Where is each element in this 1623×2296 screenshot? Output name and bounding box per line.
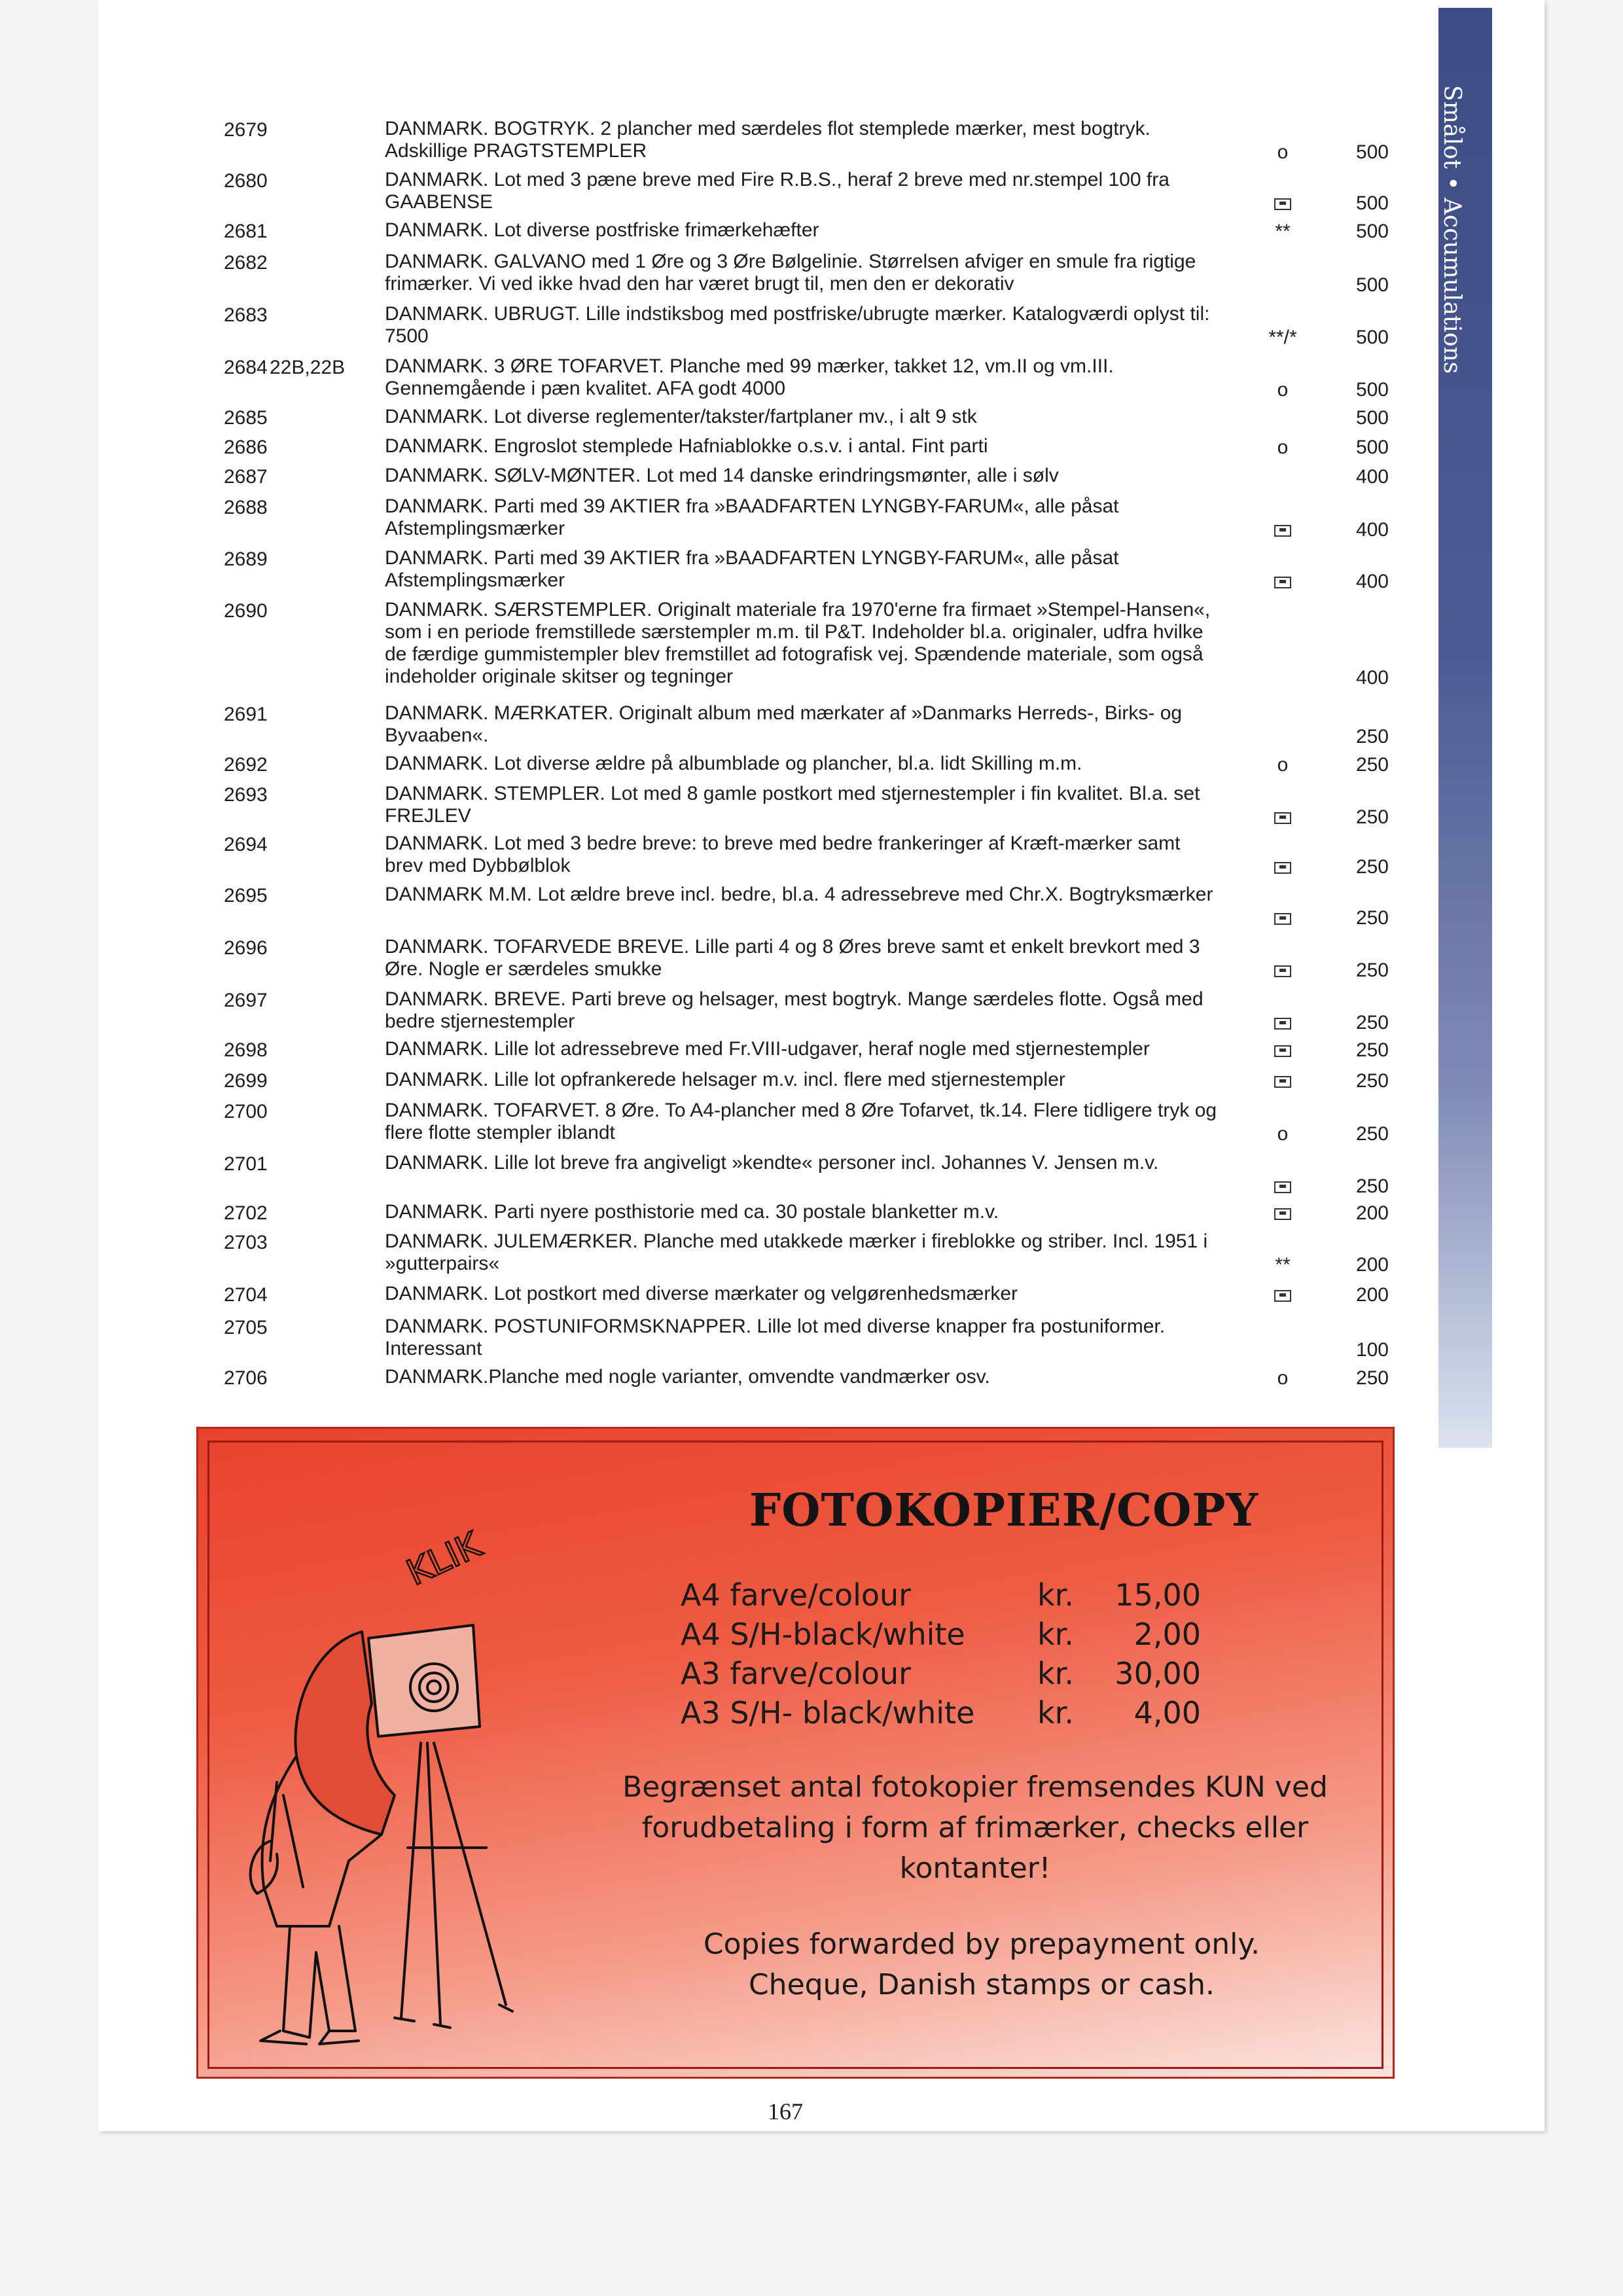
lot-number: 2683 [224, 304, 268, 326]
lot-number: 2685 [224, 407, 268, 429]
cover-icon [1274, 913, 1291, 925]
lot-number: 2701 [224, 1153, 268, 1175]
condition-mark [1250, 1283, 1315, 1308]
lot-price: 400 [1355, 571, 1389, 592]
lot-number: 2699 [224, 1070, 268, 1092]
lot-number: 2695 [224, 885, 268, 906]
lot-number: 2700 [224, 1101, 268, 1122]
lot-description: DANMARK. TOFARVET. 8 Øre. To A4-plancher med 8 Øre Tofarvet, tk.14. Flere tidligere tryk og flere flotte stempler iblandt [385, 1100, 1217, 1143]
lot-description: DANMARK. SØLV-MØNTER. Lot med 14 danske erindringsmønter, alle i sølv [385, 465, 1059, 486]
condition-mark [1250, 1174, 1315, 1199]
lot-number: 2691 [224, 704, 268, 725]
condition-mark: o [1277, 1123, 1289, 1145]
lot-number: 2687 [224, 466, 268, 488]
lot-number: 2698 [224, 1039, 268, 1061]
lot-number: 2706 [224, 1367, 268, 1389]
lot-description: DANMARK. Lille lot breve fra angiveligt »kendte« personer incl. Johannes V. Jensen m.v. [385, 1152, 1159, 1174]
lot-number: 2697 [224, 990, 268, 1011]
lot-description: DANMARK. Engroslot stemplede Hafniablokke o.s.v. i antal. Fint parti [385, 435, 988, 457]
lot-number: 2686 [224, 437, 268, 458]
cover-icon [1274, 1181, 1291, 1193]
lot-price: 400 [1355, 519, 1389, 541]
lot-number: 2679 [224, 119, 268, 141]
lot-description: DANMARK. JULEMÆRKER. Planche med utakkede mærker i fireblokke og striber. Incl. 1951 i »gutterpairs« [385, 1230, 1208, 1274]
condition-mark [1250, 805, 1315, 830]
copy-price-amount: 15,00 [1115, 1577, 1201, 1613]
cover-icon [1274, 1045, 1291, 1057]
lot-number: 2684 [224, 357, 268, 378]
copy-price-amount: 30,00 [1115, 1656, 1201, 1691]
condition-mark: ** [1275, 221, 1291, 242]
cover-icon [1274, 577, 1291, 588]
lot-number: 2694 [224, 834, 268, 855]
lot-description: DANMARK. 3 ØRE TOFARVET. Planche med 99 mærker, takket 12, vm.II og vm.III. Gennemgående i pæn kvalitet. AFA godt 4000 [385, 355, 1114, 399]
copy-price-amount: 4,00 [1133, 1695, 1201, 1731]
condition-mark [1250, 1011, 1315, 1035]
lot-price: 100 [1355, 1339, 1389, 1361]
condition-mark [1250, 1201, 1315, 1226]
lot-number: 2693 [224, 784, 268, 806]
currency-label: kr. [1037, 1617, 1074, 1652]
catalogue-number: 22B,22B [270, 357, 346, 378]
lot-description: DANMARK. Lot med 3 pæne breve med Fire R.B.S., heraf 2 breve med nr.stempel 100 fra GAABENSE [385, 169, 1169, 213]
lot-price: 250 [1355, 726, 1389, 747]
lot-price: 250 [1355, 754, 1389, 776]
section-sidebar-label: Smålot • Accumulations [1438, 85, 1465, 374]
advert-english-note: Copies forwarded by prepayment only. Cheque, Danish stamps or cash. [703, 1928, 1260, 2001]
copy-format-label: A3 farve/colour [681, 1656, 912, 1691]
lot-number: 2681 [224, 221, 268, 242]
condition-mark [1250, 906, 1315, 931]
condition-mark: **/* [1268, 327, 1297, 348]
lot-price: 250 [1355, 1039, 1389, 1061]
cover-icon [1274, 862, 1291, 874]
lot-number: 2692 [224, 754, 268, 776]
lot-description: DANMARK. Lot diverse postfriske frimærkehæfter [385, 219, 819, 241]
condition-mark [1250, 855, 1315, 880]
lot-price: 250 [1355, 1123, 1389, 1145]
currency-label: kr. [1037, 1695, 1074, 1731]
lot-number: 2690 [224, 600, 268, 622]
condition-mark: o [1277, 379, 1289, 401]
lot-price: 500 [1355, 141, 1389, 163]
lot-price: 250 [1355, 1012, 1389, 1033]
lot-price: 500 [1355, 274, 1389, 296]
lot-description: DANMARK. TOFARVEDE BREVE. Lille parti 4 og 8 Øres breve samt et enkelt brevkort med 3 Øre. Nogle er særdeles smukke [385, 936, 1200, 980]
cover-icon [1274, 965, 1291, 977]
copy-format-label: A3 S/H- black/white [681, 1695, 975, 1731]
lot-number: 2682 [224, 252, 268, 274]
lot-description: DANMARK. Lot diverse reglementer/takster/fartplaner mv., i alt 9 stk [385, 406, 977, 427]
copy-format-label: A4 farve/colour [681, 1577, 912, 1613]
condition-mark [1250, 958, 1315, 983]
tripod [401, 1743, 506, 2024]
lot-price: 250 [1355, 856, 1389, 878]
cover-icon [1274, 1076, 1291, 1088]
lot-number: 2703 [224, 1232, 268, 1253]
lot-description: DANMARK. Lille lot adressebreve med Fr.VIII-udgaver, heraf nogle med stjernestempler [385, 1038, 1150, 1060]
currency-label: kr. [1037, 1656, 1074, 1691]
lot-description: DANMARK. GALVANO med 1 Øre og 3 Øre Bølgelinie. Størrelsen afviger en smule fra rigtige frimærker. Vi ved ikke hvad den har været brugt til, men den er dekorativ [385, 251, 1196, 295]
photographer-illustration [198, 1429, 565, 2070]
photographer-legs [283, 1926, 355, 2037]
cover-icon [1274, 525, 1291, 537]
lot-description: DANMARK. SÆRSTEMPLER. Originalt materiale fra 1970'erne fra firmaet »Stempel-Hansen«, som i en periode fremstillede særstempler m.m. til P&T. Indeholder bl.a. originaler, udfra hvilke de færdige gummistempler blev fremstillet ad fotografisk vej. Spændende materiale, som også indeholder originale skitser og tegninger [385, 599, 1211, 687]
cover-icon [1274, 1208, 1291, 1220]
lot-number: 2680 [224, 170, 268, 192]
condition-mark [1250, 569, 1315, 594]
lot-price: 200 [1355, 1284, 1389, 1306]
page-number: 167 [768, 2098, 803, 2125]
lot-description: DANMARK.Planche med nogle varianter, omvendte vandmærker osv. [385, 1366, 990, 1388]
copy-price-amount: 2,00 [1133, 1617, 1201, 1652]
condition-mark [1250, 1038, 1315, 1063]
advert-danish-note: Begrænset antal fotokopier fremsendes KUN ved forudbetaling i form af frimærker, checks eller kontanter! [622, 1770, 1328, 1885]
lot-description: DANMARK. Lot postkort med diverse mærkater og velgørenhedsmærker [385, 1283, 1018, 1304]
lot-description: DANMARK. STEMPLER. Lot med 8 gamle postkort med stjernestempler i fin kvalitet. Bl.a. set FREJLEV [385, 783, 1200, 827]
lot-price: 250 [1355, 907, 1389, 929]
lot-price: 250 [1355, 806, 1389, 828]
cover-icon [1274, 198, 1291, 210]
lot-price: 400 [1355, 667, 1389, 689]
lot-price: 200 [1355, 1254, 1389, 1276]
condition-mark: o [1277, 754, 1289, 776]
cover-icon [1274, 1290, 1291, 1302]
lot-number: 2702 [224, 1202, 268, 1224]
copy-format-label: A4 S/H-black/white [681, 1617, 965, 1652]
lot-price: 500 [1355, 379, 1389, 401]
condition-mark: o [1277, 437, 1289, 458]
doodle-text: KLIK [400, 1524, 488, 1594]
condition-mark: ** [1275, 1254, 1291, 1276]
lot-number: 2688 [224, 497, 268, 518]
lot-number: 2705 [224, 1317, 268, 1338]
cover-icon [1274, 812, 1291, 824]
lot-price: 250 [1355, 1070, 1389, 1092]
currency-label: kr. [1037, 1577, 1074, 1613]
condition-mark [1250, 518, 1315, 543]
lot-price: 500 [1355, 221, 1389, 242]
lot-description: DANMARK. Lille lot opfrankerede helsager m.v. incl. flere med stjernestempler [385, 1069, 1065, 1090]
lot-description: DANMARK M.M. Lot ældre breve incl. bedre, bl.a. 4 adressebreve med Chr.X. Bogtryksmærker [385, 884, 1213, 905]
lot-number: 2696 [224, 937, 268, 959]
lot-number: 2689 [224, 548, 268, 570]
cover-icon [1274, 1018, 1291, 1030]
lot-description: DANMARK. UBRUGT. Lille indstiksbog med postfriske/ubrugte mærker. Katalogværdi oplyst til: 7500 [385, 303, 1210, 347]
lot-price: 250 [1355, 1367, 1389, 1389]
lot-price: 200 [1355, 1202, 1389, 1224]
lot-description: DANMARK. Parti med 39 AKTIER fra »BAADFARTEN LYNGBY-FARUM«, alle påsat Afstemplingsmærker [385, 495, 1119, 539]
lot-description: DANMARK. Lot med 3 bedre breve: to breve med bedre frankeringer af Kræft-mærker samt brev med Dybbølblok [385, 833, 1181, 876]
lot-price: 500 [1355, 327, 1389, 348]
lot-price: 250 [1355, 1175, 1389, 1197]
lot-price: 500 [1355, 407, 1389, 429]
lot-description: DANMARK. MÆRKATER. Originalt album med mærkater af »Danmarks Herreds-, Birks- og Byvaaben«. [385, 702, 1183, 746]
condition-mark [1250, 1069, 1315, 1094]
lot-price: 400 [1355, 466, 1389, 488]
lot-price: 500 [1355, 437, 1389, 458]
lot-description: DANMARK. Parti nyere posthistorie med ca. 30 postale blanketter m.v. [385, 1201, 999, 1223]
condition-mark: o [1277, 1367, 1289, 1389]
lot-price: 500 [1355, 192, 1389, 214]
lot-description: DANMARK. POSTUNIFORMSKNAPPER. Lille lot med diverse knapper fra postuniformer. Interessant [385, 1316, 1166, 1359]
lot-description: DANMARK. Lot diverse ældre på albumblade og plancher, bl.a. lidt Skilling m.m. [385, 753, 1082, 774]
lot-description: DANMARK. BOGTRYK. 2 plancher med særdeles flot stemplede mærker, mest bogtryk. Adskillige PRAGTSTEMPLER [385, 118, 1150, 162]
lot-description: DANMARK. Parti med 39 AKTIER fra »BAADFARTEN LYNGBY-FARUM«, alle påsat Afstemplingsmærker [385, 547, 1119, 591]
lot-description: DANMARK. BREVE. Parti breve og helsager, mest bogtryk. Mange særdeles flotte. Også med bedre stjernestempler [385, 988, 1204, 1032]
camera-body [368, 1625, 480, 1736]
advert-title: FOTOKOPIER/COPY [749, 1484, 1259, 1537]
condition-mark [1250, 191, 1315, 216]
lot-price: 250 [1355, 960, 1389, 981]
lot-number: 2704 [224, 1284, 268, 1306]
condition-mark: o [1277, 141, 1289, 163]
